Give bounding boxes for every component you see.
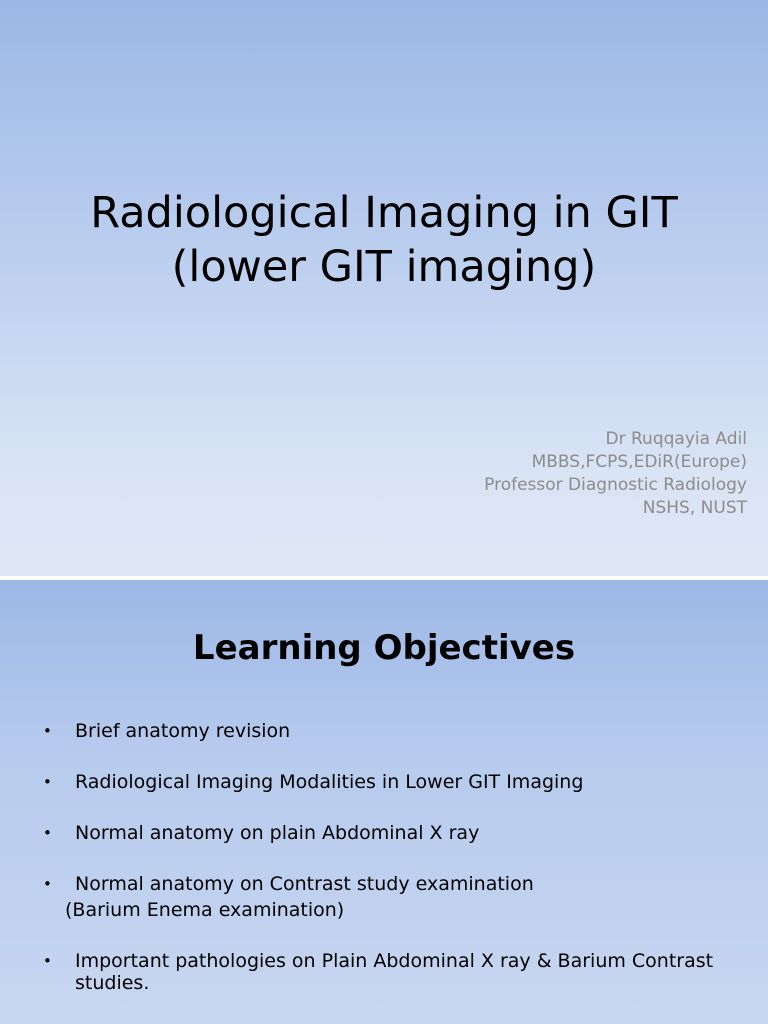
objective-item-5	[40, 950, 740, 994]
objective-text: Normal anatomy on Contrast study examination	[75, 873, 534, 895]
bullet-icon: •	[43, 824, 52, 842]
slide-title	[0, 186, 768, 294]
objective-text: Brief anatomy revision	[75, 720, 291, 742]
author-block	[484, 428, 747, 520]
author-degrees: MBBS,FCPS,EDiR(Europe)	[531, 452, 747, 472]
bullet-icon: •	[43, 952, 52, 970]
objective-item-4	[40, 873, 740, 921]
objective-text: Normal anatomy on plain Abdominal X ray	[75, 822, 480, 844]
objective-item-1	[40, 720, 740, 742]
author-name: Dr Ruqqayia Adil	[605, 429, 747, 449]
bullet-icon: •	[43, 722, 52, 740]
objective-text: Radiological Imaging Modalities in Lower GIT Imaging	[75, 771, 584, 793]
bullet-icon: •	[43, 773, 52, 791]
bullet-icon: •	[43, 875, 52, 893]
objective-item-3	[40, 822, 740, 844]
objective-text: Important pathologies on Plain Abdominal X ray & Barium Contrast studies.	[75, 950, 714, 994]
objective-item-2	[40, 771, 740, 793]
objectives-slide	[0, 580, 768, 1024]
author-position: Professor Diagnostic Radiology	[484, 475, 747, 495]
objectives-list	[40, 720, 740, 994]
slide-title-line-2: (lower GIT imaging)	[171, 242, 597, 292]
objective-subtext: (Barium Enema examination)	[65, 899, 345, 921]
author-institution: NSHS, NUST	[642, 498, 747, 518]
objectives-title: Learning Objectives	[192, 628, 576, 668]
slide-title-line-1: Radiological Imaging in GIT	[90, 188, 678, 238]
